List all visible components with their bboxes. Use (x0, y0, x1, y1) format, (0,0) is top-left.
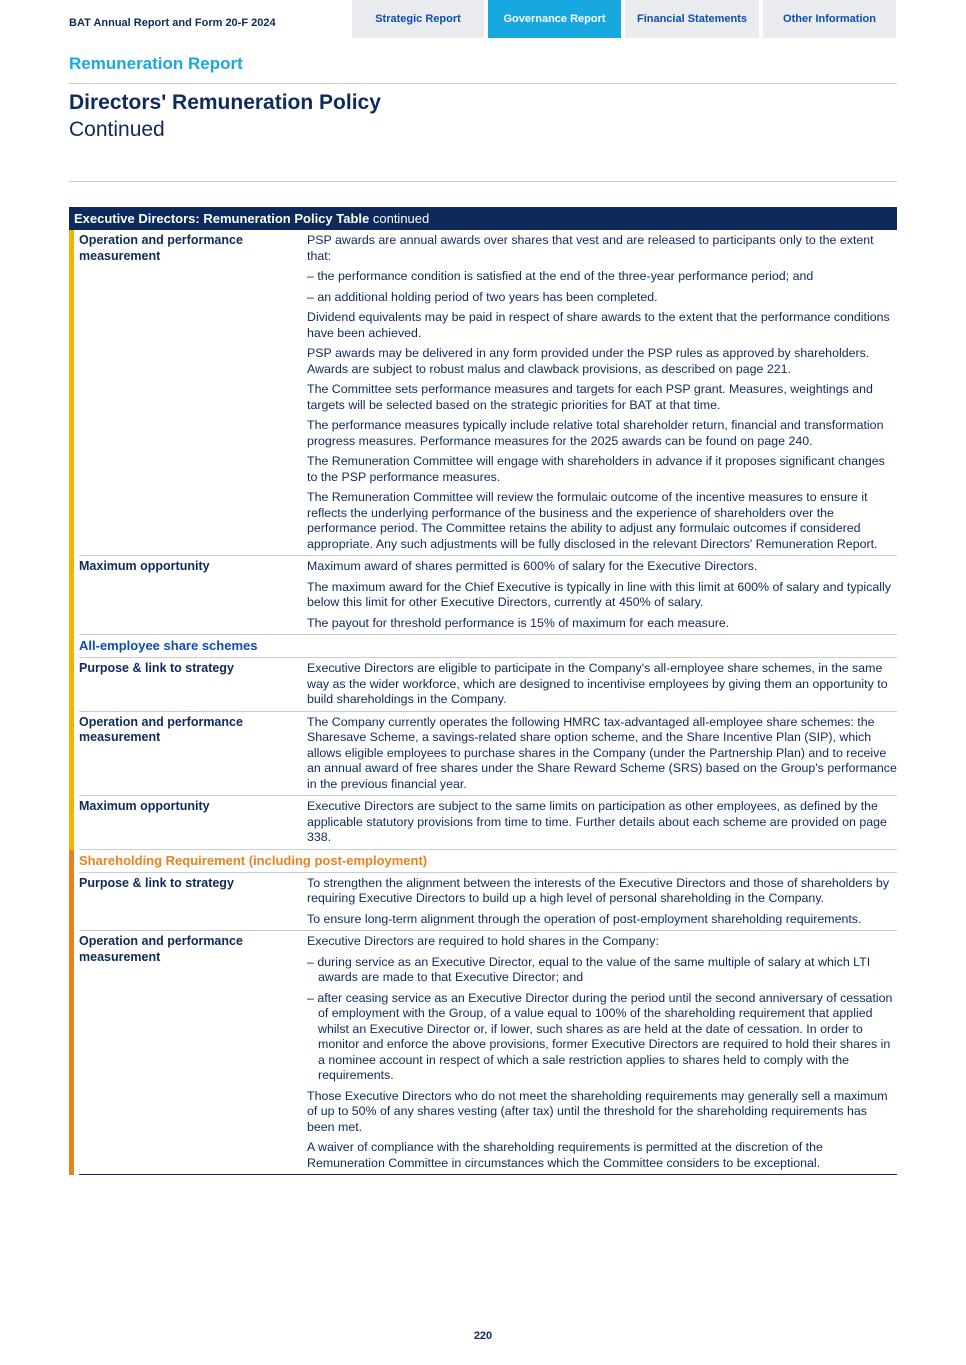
row-content (307, 230, 897, 555)
row-label: Maximum opportunity (79, 559, 210, 573)
table-header-suffix: continued (369, 211, 430, 226)
table-row (79, 230, 897, 556)
group-color-bar (69, 850, 74, 1176)
paragraph: The Committee sets performance measures and targets for each PSP grant. Measures, weightings and targets will be selected based on the strategic priorities for BAT at that time. (307, 382, 873, 412)
table-row (79, 931, 897, 1175)
table-row (79, 712, 897, 797)
row-label: Purpose & link to strategy (79, 875, 234, 890)
section-label: Remuneration Report (69, 54, 243, 73)
table-row (79, 658, 897, 712)
tab-governance-report[interactable]: Governance Report (488, 0, 621, 38)
paragraph: The maximum award for the Chief Executive is typically in line with this limit at 600% of salary and typically below this limit for other Executive Directors, currently at 450% of salary. (307, 579, 891, 609)
paragraph: The Remuneration Committee will review the formulaic outcome of the incentive measures to ensure it reflects the underlying performance of the business and the experience of shareholders over the performance period. The Committee retains the ability to adjust any formulaic outcomes if considered appropriate. Any such adjustments will be fully disclosed in the relevant Directors' Remuneration Report. (307, 490, 878, 551)
paragraph: PSP awards may be delivered in any form provided under the PSP rules as approved by shareholders. Awards are subject to robust malus and clawback provisions, as described on page 221. (307, 346, 870, 376)
paragraph: The Remuneration Committee will engage with shareholders in advance if it proposes significant changes to the PSP performance measures. (307, 454, 885, 484)
table-header (69, 207, 897, 230)
page-title: Directors' Remuneration Policy (69, 91, 381, 114)
subsection-heading: Shareholding Requirement (including post-employment) (79, 850, 897, 873)
page-subtitle: Continued (69, 118, 165, 141)
bullet-item: – an additional holding period of two years has been completed. (307, 289, 658, 304)
row-label: Operation and performance measurement (79, 934, 243, 964)
shareholding-group (69, 850, 897, 1176)
tab-strategic-report[interactable]: Strategic Report (352, 0, 484, 38)
top-navigation-bar (0, 0, 966, 38)
paragraph: Those Executive Directors who do not meet the shareholding requirements may generally sell a maximum of up to 50% of any shares vesting (after tax) until the threshold for the shareholding requirements has been met. (307, 1088, 888, 1134)
group-color-bar (69, 230, 74, 850)
row-content (307, 873, 897, 931)
document-title: BAT Annual Report and Form 20-F 2024 (69, 17, 276, 29)
divider (69, 181, 897, 182)
row-label: Operation and performance measurement (79, 233, 243, 263)
subsection-heading: All-employee share schemes (79, 635, 897, 658)
tab-other-information[interactable]: Other Information (763, 0, 896, 38)
paragraph: To ensure long-term alignment through the operation of post-employment shareholding requirements. (307, 911, 862, 926)
divider (69, 83, 897, 84)
row-content (307, 556, 897, 634)
bullet-item: – during service as an Executive Director, equal to the value of the same multiple of salary at which LTI awards are made to that Executive Director; and (307, 954, 871, 984)
table-header-title: Executive Directors: Remuneration Policy Table (74, 211, 370, 226)
bullet-item: – after ceasing service as an Executive Director during the period until the second anniversary of cessation of employment with the Group, of a value equal to 100% of the shareholding requirement that applied whilst an Executive Director or, if lower, such shares as are held at the date of cessation. In order to monitor and enforce the above provisions, former Executive Directors are required to hold their shares in a nominee account in respect of which a sale restriction applies to shares held to comply with the requirements. (307, 990, 893, 1082)
paragraph: The Company currently operates the following HMRC tax-advantaged all-employee share schemes: the Sharesave Scheme, a savings-related share option scheme, and the Share Incentive Plan (SIP), which allows eligible employees to purchase shares in the Company (under the Partnership Plan) and to receive an annual award of free shares under the Share Reward Scheme (SRS) based on the Group's performance in the previous financial year. (307, 714, 897, 791)
table-row (79, 796, 897, 850)
page-number: 220 (473, 1330, 493, 1342)
section-tabs (352, 0, 896, 38)
table-row (79, 556, 897, 635)
row-content (307, 658, 897, 711)
paragraph: Executive Directors are required to hold shares in the Company: (307, 934, 659, 948)
table-row (79, 873, 897, 932)
paragraph: Dividend equivalents may be paid in respect of share awards to the extent that the performance conditions have been achieved. (307, 310, 890, 340)
paragraph: PSP awards are annual awards over shares that vest and are released to participants only to the extent that: (307, 233, 874, 263)
remuneration-policy-table (69, 207, 897, 1175)
row-label: Maximum opportunity (79, 799, 210, 813)
paragraph: Executive Directors are eligible to participate in the Company's all-employee share schemes, in the same way as the wider workforce, which are designed to incentivise employees by giving them an opportunity to build shareholdings in the Company. (307, 661, 888, 706)
row-content (307, 931, 897, 1174)
row-content (307, 712, 897, 796)
psp-group (69, 230, 897, 850)
paragraph: A waiver of compliance with the shareholding requirements is permitted at the discretion of the Remuneration Committee in circumstances which the Committee considers to be exceptional. (307, 1140, 823, 1170)
paragraph: The performance measures typically include relative total shareholder return, financial and transformation progress measures. Performance measures for the 2025 awards can be found on page 240. (307, 418, 884, 448)
paragraph: Executive Directors are subject to the same limits on participation as other employees, as defined by the applicable statutory provisions from time to time. Further details about each scheme are provided on page 338. (307, 799, 887, 844)
row-label: Operation and performance measurement (79, 714, 243, 744)
paragraph: To strengthen the alignment between the interests of the Executive Directors and those of shareholders by requiring Executive Directors to build up a high level of personal shareholding in the Company. (307, 875, 890, 905)
bullet-item: – the performance condition is satisfied at the end of the three-year performance period; and (307, 269, 814, 283)
row-content (307, 796, 897, 849)
paragraph: The payout for threshold performance is 15% of maximum for each measure. (307, 615, 730, 630)
tab-financial-statements[interactable]: Financial Statements (625, 0, 759, 38)
row-label: Purpose & link to strategy (79, 661, 234, 675)
paragraph: Maximum award of shares permitted is 600% of salary for the Executive Directors. (307, 559, 758, 573)
